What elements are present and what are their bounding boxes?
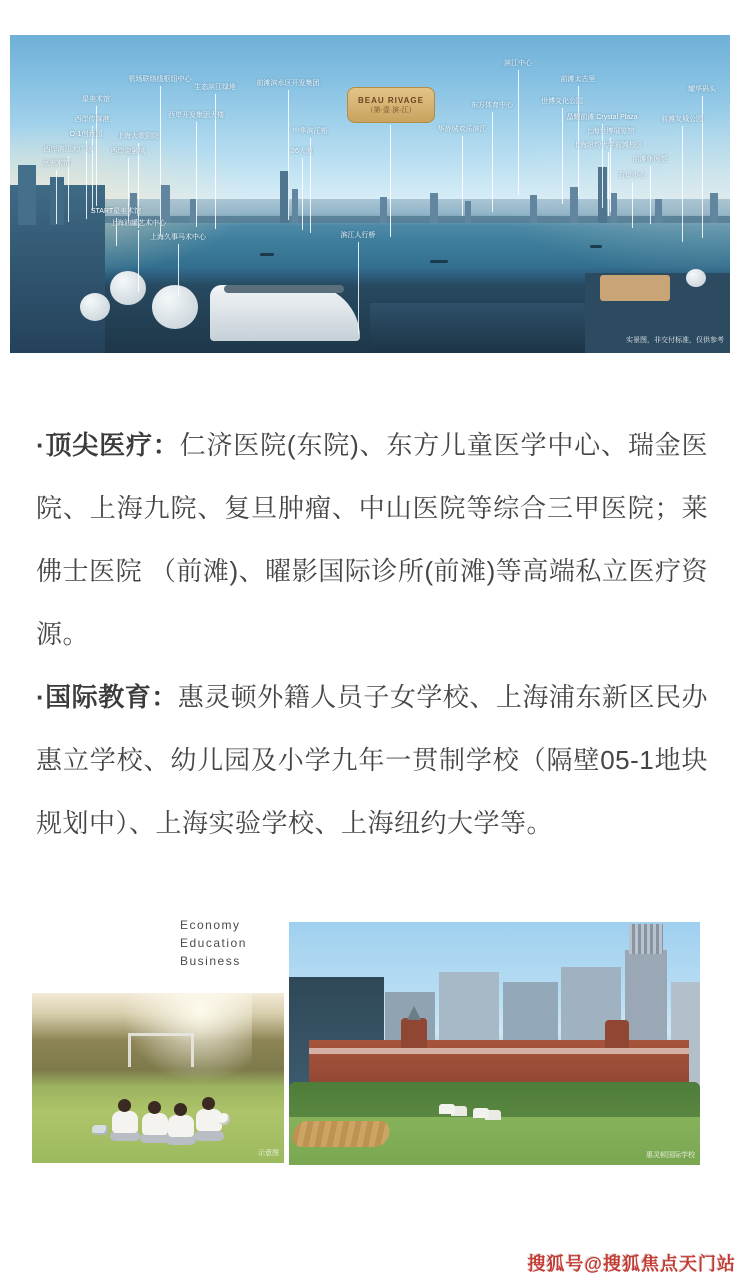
child-figure (168, 1115, 194, 1137)
project-badge-subtitle: （第·壹·滨·江） (366, 107, 416, 114)
clock-tower (605, 1020, 629, 1048)
landmark-label: O·1创意园 (69, 131, 103, 138)
landmark-leader-line (178, 244, 179, 296)
landmark-leader-line (196, 122, 197, 227)
landmark-leader-line (632, 182, 633, 228)
panorama-photo (10, 35, 730, 353)
photo-children (32, 993, 284, 1163)
paragraph-medical (36, 414, 708, 666)
boat (260, 253, 274, 256)
sohu-watermark: 搜狐号@搜狐焦点天门站 (527, 1254, 736, 1274)
photo-campus (289, 922, 700, 1165)
landmark-label: START星美术馆 (90, 208, 142, 215)
landmark-label: 西岸金融城 (110, 148, 146, 155)
landmark-label: 上海世博展览馆 (585, 128, 635, 135)
landmark-label: 星美术馆 (82, 96, 110, 103)
white-tents (439, 1104, 455, 1114)
child-figure (202, 1097, 215, 1110)
child-figure (142, 1113, 168, 1135)
boat (430, 260, 448, 263)
landmark-leader-line (288, 90, 289, 220)
oil-tank (80, 293, 110, 321)
skyline-tower (710, 193, 718, 223)
paragraph-medical-lead: ·顶尖医疗： (36, 430, 180, 460)
landmark-leader-line (602, 124, 603, 208)
landmark-leader-line (160, 86, 161, 236)
school-bag (92, 1125, 108, 1135)
skyline-tower (160, 185, 170, 223)
project-badge (347, 87, 435, 123)
left-bank-tower (18, 165, 36, 225)
child-figure (112, 1111, 138, 1133)
child-figure (174, 1103, 187, 1116)
right-dome (686, 269, 706, 287)
project-badge-name: BEAU RIVAGE (358, 96, 424, 105)
museum-building (210, 285, 360, 341)
landmark-label: 东方体育中心 (471, 102, 513, 109)
photo-disclaimer: 实景图，非交付标准，仅供参考 (626, 337, 724, 344)
landmark-label: 世博文化公园 (541, 98, 583, 105)
skyline-tower (530, 195, 537, 223)
landmark-leader-line (608, 152, 609, 216)
landmark-label: 机场联络线枢纽中心 (128, 76, 192, 83)
landmark-label: 26大厦 (291, 148, 313, 155)
landmark-leader-line (358, 242, 359, 334)
gallery-caption-line1: Economy Education (180, 918, 247, 950)
landmark-leader-line (462, 136, 463, 216)
landmark-label: 西岸开发集团大楼 (168, 112, 224, 119)
skyline-tower (465, 201, 471, 223)
skyscraper-crown (629, 924, 663, 954)
landmark-label: 上海纽约大学前滩校区 (573, 142, 643, 149)
child-figure (194, 1131, 224, 1141)
paragraph-education-text: 惠灵顿外籍人员子女学校、上海浦东新区民办惠立学校、幼儿园及小学九年一贯制学校（隔壁05-1地块规划中）、上海实验学校、上海纽约大学等。 (36, 682, 708, 838)
landmark-label: 西岸滨江大广场 (43, 146, 93, 153)
landmark-label: 上海大歌剧院 (117, 133, 159, 140)
clock-tower (401, 1018, 427, 1048)
gallery-caption-line2: Business (180, 954, 241, 968)
brick-building-trim (309, 1048, 689, 1054)
skyline-tower (570, 187, 578, 223)
landmark-leader-line (562, 108, 563, 204)
landmark-label: 中华滨江苑 (292, 128, 328, 135)
landmark-label: 华侨城欢乐滨江 (437, 126, 487, 133)
landmark-label: 生态滨江绿地 (194, 84, 236, 91)
landmark-label: 晶耀前滩 Crystal Plaza (566, 114, 638, 121)
museum-roof (224, 285, 344, 293)
landmark-label: 前滩友城公园 (661, 116, 703, 123)
white-tents (473, 1108, 489, 1118)
landmark-label: 龙美术馆 (42, 160, 70, 167)
child-figure (118, 1099, 131, 1112)
landmark-label: 滨江中心 (504, 60, 532, 67)
left-bank-tower (50, 177, 64, 225)
boat (590, 245, 602, 248)
child-figure (148, 1101, 161, 1114)
landmark-label: 西岸传媒港 (74, 116, 110, 123)
landmark-label: 耀华码头 (688, 86, 716, 93)
landmark-leader-line (492, 112, 493, 212)
landmark-label: 上海久事马术中心 (150, 234, 206, 241)
running-track (290, 1121, 392, 1147)
landmark-leader-line (138, 230, 139, 292)
skyline-tower (611, 193, 617, 223)
landmark-leader-line (682, 126, 683, 242)
goal-post (128, 1033, 194, 1067)
landmark-leader-line (302, 158, 303, 230)
photo-left-watermark: 示意图 (258, 1150, 279, 1157)
landmark-leader-line (650, 166, 651, 224)
landmark-leader-line (56, 170, 57, 224)
skyline-tower (430, 193, 438, 223)
soccer-ball (218, 1113, 230, 1125)
landmark-label: 滨江人行桥 (340, 232, 376, 239)
skyline-tower (292, 189, 298, 223)
landmark-label: 上海油罐艺术中心 (110, 220, 166, 227)
paragraph-education (36, 666, 708, 855)
skyline-tower (655, 199, 662, 223)
landmark-label: 前滩太古里 (560, 76, 596, 83)
landmark-label: 前滩滨水区开发集团 (256, 80, 320, 87)
oil-tank (110, 271, 146, 305)
landmark-label: 前滩休闲荟 (632, 156, 668, 163)
landmark-label: 右岸中心 (618, 172, 646, 179)
landmark-leader-line (518, 70, 519, 195)
photo-right-watermark: 惠灵顿国际学校 (646, 1152, 695, 1159)
badge-leader-line (390, 125, 391, 237)
oil-tank (152, 285, 198, 329)
skyline-tower (380, 197, 387, 223)
article-body (36, 414, 708, 855)
lit-lowrise (600, 275, 670, 301)
paragraph-education-lead: ·国际教育： (36, 682, 178, 712)
paragraph-medical-text: 仁济医院(东院)、东方儿童医学中心、瑞金医院、上海九院、复旦肿瘤、中山医院等综合三甲医院；莱佛士医院 （前滩)、曜影国际诊所(前滩)等高端私立医疗资源。 (36, 430, 708, 649)
